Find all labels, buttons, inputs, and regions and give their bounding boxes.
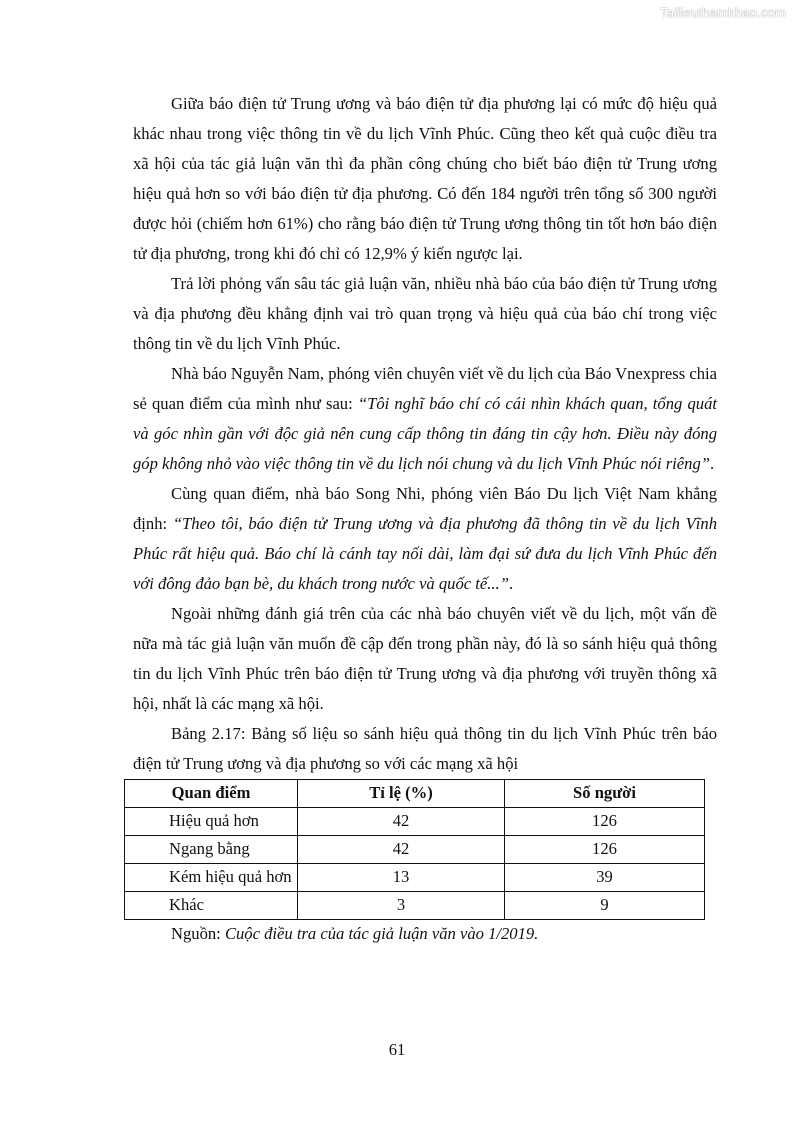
cell-count: 126 bbox=[505, 808, 705, 836]
paragraph-4-quote: “Theo tôi, báo điện tử Trung ương và địa phương đã thông tin về du lịch Vĩnh Phúc rất hiệu quả. Báo chí là cánh tay nối dài, làm đại sứ đưa du lịch Vĩnh Phúc đến với đông đảo bạn bè, du khách trong nước và quốc tế...” bbox=[133, 514, 717, 593]
table-caption: Bảng 2.17: Bảng số liệu so sánh hiệu quả thông tin du lịch Vĩnh Phúc trên báo điện tử Trung ương và địa phương so với các mạng xã hội bbox=[133, 724, 717, 773]
paragraph-3-lead: Nhà báo Nguyễn Nam, phóng viên chuyên viết về du lịch của Báo Vnexpress chia sẻ quan điểm của mình như sau: bbox=[133, 364, 717, 413]
cell-percent: 42 bbox=[298, 808, 505, 836]
cell-percent: 42 bbox=[298, 836, 505, 864]
cell-count: 39 bbox=[505, 864, 705, 892]
header-cell-percent: Tỉ lệ (%) bbox=[298, 780, 505, 808]
paragraph-2: Trả lời phỏng vấn sâu tác giả luận văn, nhiều nhà báo của báo điện tử Trung ương và địa phương đều khẳng định vai trò quan trọng và hiệu quả của báo chí trong việc thông tin về du lịch Vĩnh Phúc. bbox=[133, 274, 717, 353]
table-row bbox=[125, 808, 705, 836]
table-row bbox=[125, 892, 705, 920]
cell-viewpoint: Ngang bằng bbox=[125, 836, 298, 864]
paragraph-4 bbox=[133, 479, 717, 599]
header-cell-viewpoint: Quan điểm bbox=[125, 780, 298, 808]
paragraph-3 bbox=[133, 359, 717, 479]
cell-count: 126 bbox=[505, 836, 705, 864]
source-label: Nguồn: bbox=[171, 924, 225, 943]
page-content bbox=[133, 89, 717, 948]
paragraph-3-quote: “Tôi nghĩ báo chí có cái nhìn khách quan, tổng quát và góc nhìn gần với độc giả nên cung cấp thông tin đáng tin cậy hơn. Điều này đóng góp không nhỏ vào việc thông tin về du lịch nói chung và du lịch Vĩnh Phúc nói riêng” bbox=[133, 394, 717, 473]
paragraph-1: Giữa báo điện tử Trung ương và báo điện tử địa phương lại có mức độ hiệu quả khác nhau trong việc thông tin về du lịch Vĩnh Phúc. Cũng theo kết quả cuộc điều tra xã hội của tác giả luận văn thì đa phần công chúng cho biết báo điện tử Trung ương hiệu quả hơn so với báo điện tử địa phương. Có đến 184 người trên tổng số 300 người được hỏi (chiếm hơn 61%) cho rằng báo điện tử Trung ương thông tin tốt hơn báo điện tử địa phương, trong khi đó chỉ có 12,9% ý kiến ngược lại. bbox=[133, 94, 717, 263]
source-text: Cuộc điều tra của tác giả luận văn vào 1/2019. bbox=[224, 924, 539, 943]
cell-viewpoint: Khác bbox=[125, 892, 298, 920]
cell-count: 9 bbox=[505, 892, 705, 920]
page-number: 61 bbox=[388, 1040, 406, 1059]
cell-viewpoint: Kém hiệu quả hơn bbox=[125, 864, 298, 892]
table-header-row bbox=[125, 780, 705, 808]
table-row bbox=[125, 836, 705, 864]
table-source bbox=[133, 920, 717, 948]
paragraph-5: Ngoài những đánh giá trên của các nhà báo chuyên viết về du lịch, một vấn đề nữa mà tác giả luận văn muốn đề cập đến trong phần này, đó là so sánh hiệu quả thông tin du lịch Vĩnh Phúc trên báo điện tử Trung ương và địa phương với truyền thông xã hội, nhất là các mạng xã hội. bbox=[133, 604, 717, 713]
paragraph-4-lead: Cùng quan điểm, nhà báo Song Nhi, phóng viên Báo Du lịch Việt Nam khẳng định: bbox=[133, 484, 717, 533]
paragraph-4-end: . bbox=[508, 574, 514, 593]
header-cell-count: Số người bbox=[505, 780, 705, 808]
cell-viewpoint: Hiệu quả hơn bbox=[125, 808, 298, 836]
paragraph-3-end: . bbox=[709, 454, 715, 473]
watermark-text: Tailieuthamkhao.com bbox=[660, 5, 786, 20]
cell-percent: 3 bbox=[298, 892, 505, 920]
table-row bbox=[125, 864, 705, 892]
data-table bbox=[124, 779, 705, 920]
cell-percent: 13 bbox=[298, 864, 505, 892]
